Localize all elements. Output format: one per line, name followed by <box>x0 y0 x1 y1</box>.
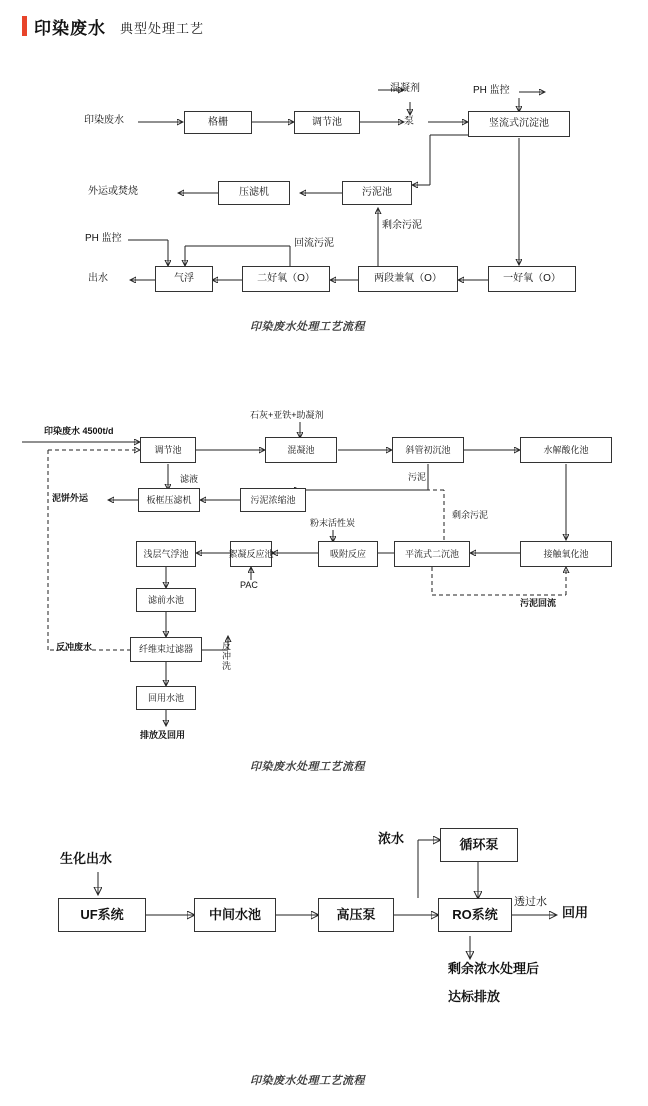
diagram2-label-chemicals: 石灰+亚铁+助凝剂 <box>250 410 324 420</box>
diagram2-label-backwash: 反冲洗 <box>222 641 232 671</box>
diagram2-label-sludge-return: 污泥回流 <box>520 598 557 608</box>
diagram-2 <box>0 390 648 790</box>
diagram-1-connectors <box>0 60 648 350</box>
diagram1-label-return-sludge: 回流污泥 <box>294 238 334 249</box>
diagram3-caption: 印染废水处理工艺流程 <box>250 1075 365 1087</box>
diagram2-node-shallow-air-flotation-tank: 浅层气浮池 <box>136 541 196 567</box>
diagram1-node-flotation: 气浮 <box>155 266 213 292</box>
diagram3-label-residual-concentrate: 剩余浓水处理后 <box>448 961 540 976</box>
diagram3-label-biochemical-effluent: 生化出水 <box>60 851 113 866</box>
diagram1-node-vertical-sedimentation: 竖流式沉淀池 <box>468 111 570 137</box>
diagram-1 <box>0 60 648 350</box>
diagram2-label-discharge-reuse: 排放及回用 <box>140 730 186 740</box>
diagram2-node-adsorption-reaction: 吸附反应 <box>318 541 378 567</box>
diagram2-node-fiber-bundle-filter: 纤维束过滤器 <box>130 637 202 662</box>
page-title: 印染废水 <box>34 19 106 38</box>
header-accent-bar <box>22 16 27 36</box>
diagram-3 <box>0 812 648 1106</box>
diagram1-node-second-aerobic: 二好氧（O） <box>242 266 330 292</box>
diagram1-label-ph-monitor-top: PH 监控 <box>473 85 510 96</box>
diagram1-label-pump: 泵 <box>404 116 414 127</box>
diagram3-node-intermediate-tank: 中间水池 <box>194 898 276 932</box>
diagram1-node-grille: 格栅 <box>184 111 252 134</box>
diagram1-label-effluent: 出水 <box>88 273 108 284</box>
diagram1-label-excess-sludge: 剩余污泥 <box>382 220 422 231</box>
diagram2-node-coagulation-tank: 混凝池 <box>265 437 337 463</box>
diagram1-label-transport-incineration: 外运或焚烧 <box>88 186 138 197</box>
diagram2-node-hydrolysis-acidification-tank: 水解酸化池 <box>520 437 612 463</box>
diagram3-label-permeate: 透过水 <box>514 896 547 908</box>
diagram1-node-two-stage-anoxic: 两段兼氧（O） <box>358 266 458 292</box>
diagram1-label-inflow: 印染废水 <box>84 115 124 126</box>
diagram2-label-sludge: 污泥 <box>408 472 427 482</box>
diagram1-node-first-aerobic: 一好氧（O） <box>488 266 576 292</box>
diagram1-node-filter-press: 压滤机 <box>218 181 290 205</box>
diagram2-label-excess-sludge: 剩余污泥 <box>452 510 489 520</box>
diagram2-label-backwash-wastewater: 反冲废水 <box>56 642 93 652</box>
diagram2-label-powder-activated-carbon: 粉末活性炭 <box>310 518 356 528</box>
diagram3-label-standard-discharge: 达标排放 <box>448 989 501 1004</box>
page-header <box>0 0 648 52</box>
diagram2-label-inflow: 印染废水 4500t/d <box>44 426 114 436</box>
diagram2-node-horizontal-secondary-tank: 平流式二沉池 <box>394 541 470 567</box>
diagram2-caption: 印染废水处理工艺流程 <box>250 761 365 773</box>
diagram1-label-coagulant: 混凝剂 <box>390 83 420 94</box>
diagram1-node-sludge-tank: 污泥池 <box>342 181 412 205</box>
page-subtitle: 典型处理工艺 <box>120 21 205 36</box>
diagram3-label-concentrated-water: 浓水 <box>378 831 405 846</box>
diagram2-node-inclined-tube-primary-tank: 斜管初沉池 <box>392 437 464 463</box>
diagram2-node-pre-filter-tank: 滤前水池 <box>136 588 196 612</box>
diagram3-label-reuse: 回用 <box>562 905 589 920</box>
diagram2-node-contact-oxidation-tank: 接触氧化池 <box>520 541 612 567</box>
diagram1-label-ph-monitor-bottom: PH 监控 <box>85 233 122 244</box>
diagram2-node-plate-frame-filter-press: 板框压滤机 <box>138 488 200 512</box>
diagram2-node-flocculation-reaction-tank: 絮凝反应池 <box>230 541 272 567</box>
diagram2-node-regulating-tank: 调节池 <box>140 437 196 463</box>
diagram1-node-regulating-tank: 调节池 <box>294 111 360 134</box>
diagram2-label-filtrate: 滤液 <box>180 474 199 484</box>
diagram2-node-reuse-water-tank: 回用水池 <box>136 686 196 710</box>
diagram2-label-pac: PAC <box>240 580 258 590</box>
diagram3-node-uf-system: UF系统 <box>58 898 146 932</box>
diagram2-label-cake-transport: 泥饼外运 <box>52 493 89 503</box>
diagram3-node-high-pressure-pump: 高压泵 <box>318 898 394 932</box>
diagram3-node-circulation-pump: 循环泵 <box>440 828 518 862</box>
diagram3-node-ro-system: RO系统 <box>438 898 512 932</box>
diagram1-caption: 印染废水处理工艺流程 <box>250 321 365 333</box>
diagram2-node-sludge-thickening-tank: 污泥浓缩池 <box>240 488 306 512</box>
